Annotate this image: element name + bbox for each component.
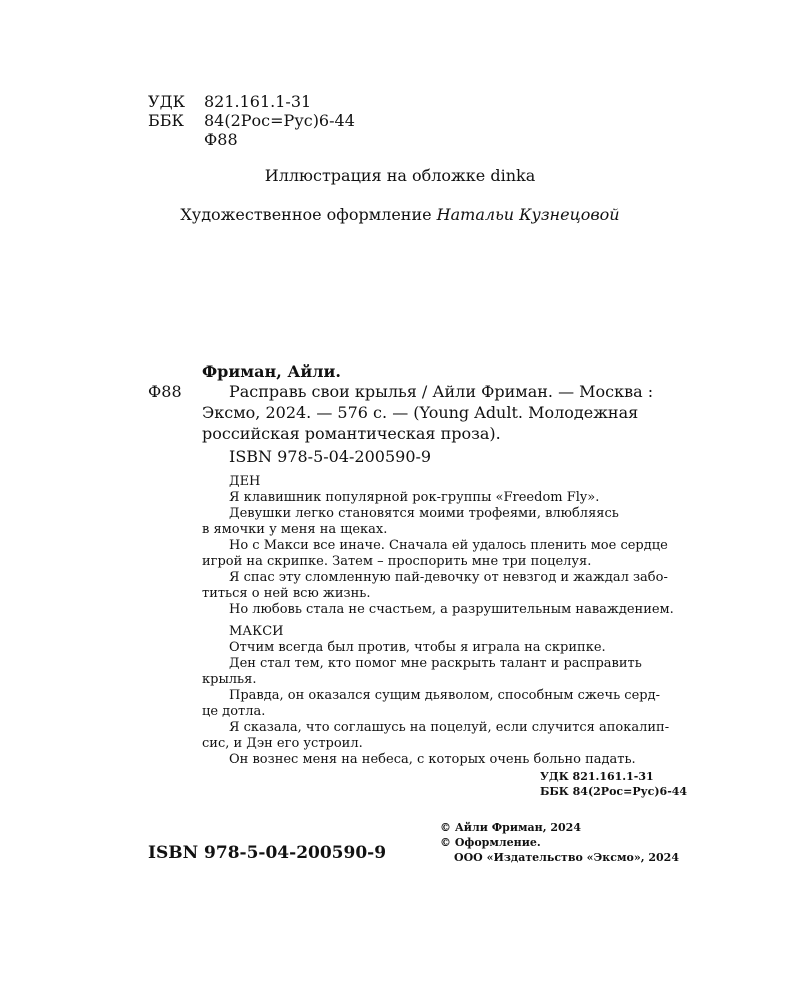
udk-label: УДК <box>148 92 185 111</box>
entry-desc-line-3: российская романтическая проза). <box>202 424 501 443</box>
annotation-maksi <box>202 624 702 767</box>
den-line-2: Девушки легко становятся моими трофеями, влюбляясь <box>229 506 619 521</box>
author-mark-top: Ф88 <box>204 130 238 149</box>
den-line-4: Но с Макси все иначе. Сначала ей удалось пленить мое сердце <box>229 538 668 553</box>
maksi-line-5: це дотла. <box>202 704 266 719</box>
bbk-label: ББК <box>148 111 184 130</box>
copyright-line-2: © Оформление. <box>440 836 541 849</box>
maksi-line-3: крылья. <box>202 672 257 687</box>
design-credit <box>0 205 800 224</box>
den-line-5: игрой на скрипке. Затем – проспорить мне три поцелуя. <box>202 554 592 569</box>
den-heading: ДЕН <box>229 474 261 489</box>
maksi-line-6: Я сказала, что соглашусь на поцелуй, если случится апокалип- <box>229 720 670 735</box>
footer-udk: УДК 821.161.1-31 <box>540 770 654 783</box>
entry-isbn: ISBN 978-5-04-200590-9 <box>229 447 432 466</box>
den-line-3: в ямочки у меня на щеках. <box>202 522 388 537</box>
den-line-8: Но любовь стала не счастьем, а разрушительным наваждением. <box>229 602 674 617</box>
footer-bbk: ББК 84(2Рос=Рус)6-44 <box>540 785 688 798</box>
footer-isbn: ISBN 978-5-04-200590-9 <box>148 843 387 863</box>
maksi-line-1: Отчим всегда был против, чтобы я играла на скрипке. <box>229 640 606 655</box>
designer-name: Натальи Кузнецовой <box>436 205 620 224</box>
den-line-7: титься о ней всю жизнь. <box>202 586 371 601</box>
den-line-6: Я спас эту сломленную пай-девочку от невзгод и жаждал забо- <box>229 570 668 585</box>
maksi-line-8: Он вознес меня на небеса, с которых очень больно падать. <box>229 752 636 767</box>
entry-desc-line-1: Расправь свои крылья / Айли Фриман. — Москва : <box>229 382 654 401</box>
maksi-heading: МАКСИ <box>229 624 284 639</box>
entry-author: Фриман, Айли. <box>202 362 341 381</box>
classification-block <box>148 92 408 152</box>
maksi-line-7: сис, и Дэн его устроил. <box>202 736 363 751</box>
maksi-line-2: Ден стал тем, кто помог мне раскрыть талант и расправить <box>229 656 642 671</box>
den-line-1: Я клавишник популярной рок-группы «Freedom Fly». <box>229 490 600 505</box>
bbk-value: 84(2Рос=Рус)6-44 <box>204 111 355 130</box>
illustration-credit: Иллюстрация на обложке dinka <box>264 166 536 185</box>
annotation-den <box>202 474 702 617</box>
udk-value: 821.161.1-31 <box>204 92 312 111</box>
maksi-line-4: Правда, он оказался сущим дьяволом, способным сжечь серд- <box>229 688 660 703</box>
copyright-line-1: © Айли Фриман, 2024 <box>440 821 581 834</box>
design-credit-prefix: Художественное оформление <box>180 205 432 224</box>
entry-author-mark: Ф88 <box>148 382 182 401</box>
entry-desc-line-2: Эксмо, 2024. — 576 с. — (Young Adult. Молодежная <box>202 403 639 422</box>
copyright-line-3: ООО «Издательство «Эксмо», 2024 <box>454 851 679 864</box>
